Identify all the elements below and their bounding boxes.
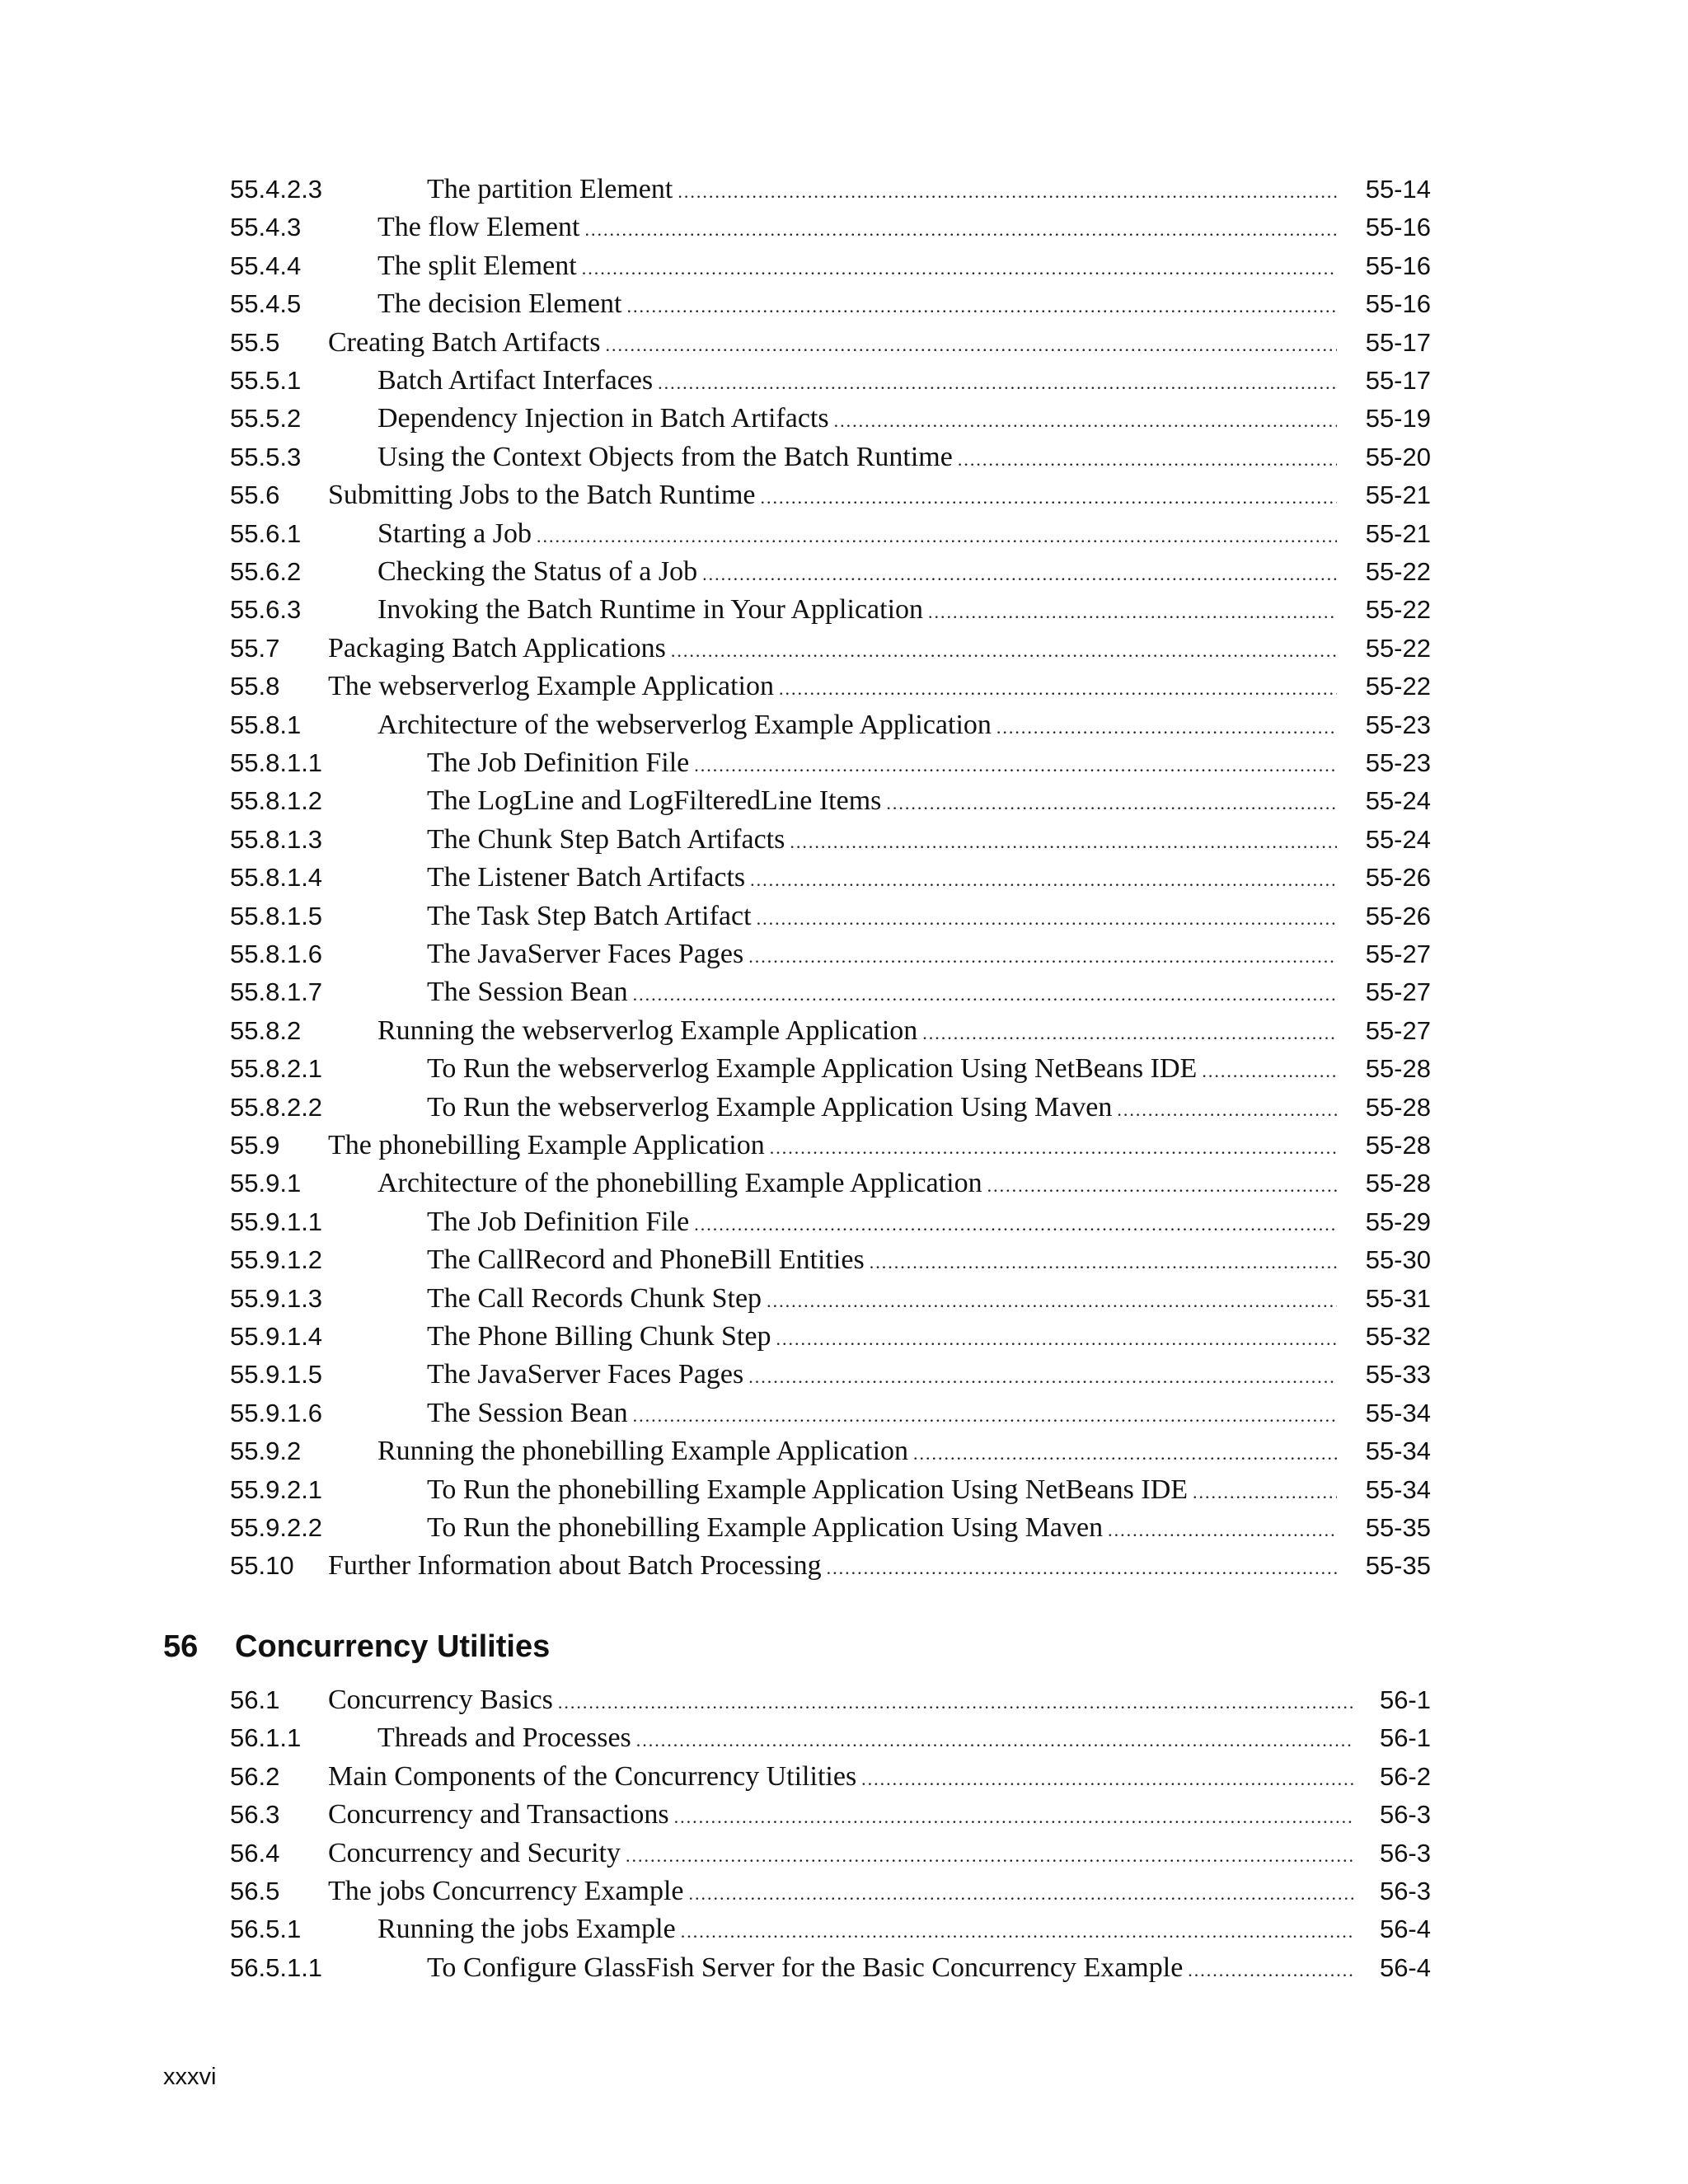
- toc-entry-title: To Run the phonebilling Example Application Using NetBeans IDE: [427, 1474, 1189, 1505]
- toc-entry-number: 55.4.5: [230, 289, 302, 319]
- toc-entry[interactable]: [0, 1681, 1688, 1719]
- toc-entry[interactable]: [0, 973, 1688, 1011]
- toc-entry[interactable]: [0, 1872, 1688, 1910]
- toc-entry-title-leader: [377, 1910, 1353, 1948]
- toc-entry-page: 55-20: [1365, 442, 1431, 471]
- toc-entry-title-leader: [427, 821, 1337, 859]
- toc-entry-title-leader: [427, 1280, 1337, 1318]
- toc-entry[interactable]: [0, 324, 1688, 362]
- toc-entry-title: The Session Bean: [427, 977, 628, 1008]
- toc-entry-title: The Session Bean: [427, 1397, 628, 1428]
- toc-entry-page: 55-32: [1365, 1322, 1431, 1351]
- toc-entry-title-leader: [427, 1509, 1337, 1547]
- toc-entry[interactable]: [0, 1127, 1688, 1165]
- toc-entry-number: 55.8.2: [230, 1015, 302, 1045]
- toc-entry-title-leader: [328, 668, 1337, 705]
- toc-entry-number: 56.1.1: [230, 1723, 302, 1753]
- toc-entry-title: Concurrency and Security: [328, 1837, 621, 1868]
- toc-entry-title-leader: [427, 973, 1337, 1011]
- toc-entry-title: The Chunk Step Batch Artifacts: [427, 823, 785, 855]
- toc-entry[interactable]: [0, 1949, 1688, 1987]
- toc-entry-number: 56.5: [230, 1877, 280, 1905]
- toc-entry-page: 55-29: [1365, 1207, 1431, 1236]
- toc-entry-title-leader: [377, 1432, 1337, 1470]
- toc-entry-title: To Run the webserverlog Example Application Using Maven: [427, 1091, 1113, 1122]
- toc-entry-number: 55.8.2.1: [230, 1054, 323, 1084]
- toc-entry-page: 56-3: [1379, 1800, 1431, 1830]
- dot-leader: [1108, 1511, 1337, 1547]
- toc-entry[interactable]: [0, 1509, 1688, 1547]
- toc-entry[interactable]: [0, 744, 1688, 782]
- toc-entry-title-leader: [427, 1241, 1337, 1279]
- toc-entry-number: 55.4.2.3: [230, 175, 323, 204]
- toc-entry-title-leader: [328, 1796, 1353, 1834]
- chapter-number: 56: [163, 1629, 199, 1664]
- toc-entry-title: The jobs Concurrency Example: [328, 1876, 684, 1906]
- toc-entry-number: 55.8.1.5: [230, 901, 323, 930]
- toc-entry-title-leader: [427, 1318, 1337, 1356]
- toc-entry-number: 55.8.1.6: [230, 940, 323, 968]
- toc-entry-title: The decision Element: [377, 288, 622, 320]
- toc-entry-number: 55.9: [230, 1131, 280, 1160]
- dot-leader: [1202, 1052, 1337, 1088]
- toc-entry-title-leader: [427, 782, 1337, 820]
- toc-entry-title-leader: [427, 859, 1337, 897]
- chapter-heading: [163, 1625, 550, 1668]
- dot-leader: [633, 976, 1337, 1011]
- toc-entry-title-leader: [427, 935, 1337, 973]
- toc-entry-page: 56-1: [1379, 1723, 1431, 1753]
- toc-entry-title-leader: [377, 362, 1337, 400]
- toc-entry[interactable]: [0, 400, 1688, 438]
- toc-entry-title-leader: [427, 898, 1337, 935]
- toc-entry[interactable]: [0, 1165, 1688, 1202]
- toc-entry-title: Checking the Status of a Job: [377, 556, 698, 587]
- toc-entry-number: 55.8.1.3: [230, 824, 323, 854]
- toc-entry-number: 56.5.1.1: [230, 1952, 323, 1982]
- toc-entry-page: 56-4: [1379, 1952, 1431, 1982]
- dot-leader: [958, 441, 1337, 476]
- toc-entry-page: 55-35: [1365, 1551, 1431, 1581]
- toc-entry[interactable]: [0, 1394, 1688, 1432]
- toc-entry-number: 55.5: [230, 327, 280, 357]
- toc-entry-title-leader: [377, 515, 1337, 553]
- dot-leader: [694, 747, 1337, 782]
- toc-entry-page: 55-22: [1365, 633, 1431, 663]
- dot-leader: [584, 211, 1337, 246]
- toc-entry-title: The Job Definition File: [427, 748, 690, 778]
- toc-entry-page: 55-27: [1365, 1015, 1431, 1045]
- toc-entry-page: 55-28: [1365, 1169, 1431, 1198]
- dot-leader: [750, 861, 1337, 897]
- toc-entry-number: 56.2: [230, 1761, 280, 1791]
- toc-entry-page: 55-31: [1365, 1283, 1431, 1313]
- toc-entry[interactable]: [0, 285, 1688, 323]
- toc-entry-title-leader: [377, 706, 1337, 744]
- dot-leader: [776, 1320, 1337, 1356]
- dot-leader: [748, 938, 1337, 973]
- toc-entry[interactable]: [0, 859, 1688, 897]
- toc-entry-title-leader: [328, 1872, 1353, 1910]
- dot-leader: [834, 402, 1337, 438]
- toc-entry-number: 55.9.1: [230, 1169, 302, 1198]
- toc-entry-page: 55-26: [1365, 901, 1431, 930]
- toc-entry-number: 56.3: [230, 1800, 280, 1830]
- toc-entry-title: Threads and Processes: [377, 1722, 631, 1754]
- dot-leader: [779, 670, 1337, 705]
- toc-entry-number: 55.8.2.2: [230, 1092, 323, 1122]
- toc-entry[interactable]: [0, 209, 1688, 246]
- toc-entry-title: To Run the phonebilling Example Application Using Maven: [427, 1512, 1104, 1543]
- toc-entry[interactable]: [0, 1356, 1688, 1394]
- toc-entry-title: The Job Definition File: [427, 1206, 690, 1237]
- toc-entry-number: 56.4: [230, 1838, 280, 1868]
- toc-entry-title: The partition Element: [427, 174, 673, 204]
- toc-entry-number: 55.6: [230, 480, 280, 510]
- toc-entry-page: 55-26: [1365, 863, 1431, 893]
- toc-entry-title-leader: [427, 1089, 1337, 1127]
- toc-entry-page: 55-24: [1365, 824, 1431, 854]
- dot-leader: [605, 326, 1337, 362]
- dot-leader: [674, 1798, 1353, 1834]
- toc-entry[interactable]: [0, 1280, 1688, 1318]
- toc-entry-page: 55-27: [1365, 940, 1431, 968]
- toc-entry-page: 55-22: [1365, 557, 1431, 586]
- toc-entry-title-leader: [377, 1012, 1337, 1050]
- toc-entry[interactable]: [0, 1758, 1688, 1796]
- toc-entry-number: 55.6.1: [230, 518, 302, 548]
- toc-entry-title-leader: [328, 476, 1337, 514]
- toc-entry[interactable]: [0, 1432, 1688, 1470]
- toc-entry-title: The Call Records Chunk Step: [427, 1282, 762, 1314]
- toc-entry-title: Creating Batch Artifacts: [328, 326, 601, 358]
- dot-leader: [928, 593, 1337, 629]
- toc-entry-number: 55.8.1.7: [230, 977, 323, 1007]
- toc-entry-title: Concurrency and Transactions: [328, 1799, 669, 1830]
- toc-entry-title: Invoking the Batch Runtime in Your Application: [377, 594, 924, 626]
- toc-entry-title: Batch Artifact Interfaces: [377, 365, 654, 396]
- toc-entry-title: The CallRecord and PhoneBill Entities: [427, 1244, 865, 1276]
- toc-entry-number: 55.6.3: [230, 595, 302, 625]
- toc-entry[interactable]: [0, 1089, 1688, 1127]
- toc-entry-number: 55.8: [230, 672, 280, 701]
- toc-entry-page: 55-22: [1365, 672, 1431, 701]
- toc-entry-number: 55.9.2.2: [230, 1513, 323, 1542]
- dot-leader: [1188, 1952, 1353, 1987]
- toc-entry-title: Starting a Job: [377, 518, 532, 549]
- toc-entry-title-leader: [328, 1547, 1337, 1585]
- toc-entry-number: 55.7: [230, 633, 280, 663]
- toc-entry-number: 55.8.1.2: [230, 786, 323, 816]
- toc-entry[interactable]: [0, 1910, 1688, 1948]
- dot-leader: [827, 1549, 1337, 1585]
- dot-leader: [1117, 1091, 1337, 1127]
- toc-entry-title: The flow Element: [377, 212, 580, 243]
- toc-entry[interactable]: [0, 935, 1688, 973]
- toc-entry-number: 55.5.1: [230, 366, 302, 395]
- toc-entry[interactable]: [0, 1012, 1688, 1050]
- dot-leader: [694, 1206, 1337, 1241]
- toc-entry[interactable]: [0, 1318, 1688, 1356]
- toc-entry-page: 56-4: [1379, 1915, 1431, 1944]
- toc-entry-title: To Configure GlassFish Server for the Basic Concurrency Example: [427, 1952, 1184, 1983]
- toc-entry[interactable]: [0, 1203, 1688, 1241]
- toc-entry-page: 56-2: [1379, 1761, 1431, 1791]
- dot-leader: [626, 1837, 1353, 1872]
- dot-leader: [681, 1913, 1353, 1948]
- toc-entry-title-leader: [328, 1681, 1353, 1719]
- toc-entry-title-leader: [427, 1356, 1337, 1394]
- dot-leader: [913, 1435, 1337, 1470]
- toc-entry[interactable]: [0, 1050, 1688, 1088]
- toc-entry-number: 56.5.1: [230, 1915, 302, 1944]
- toc-entry-title: Running the webserverlog Example Application: [377, 1015, 918, 1046]
- toc-entry[interactable]: [0, 1547, 1688, 1585]
- toc-entry-page: 55-21: [1365, 480, 1431, 510]
- toc-entry-page: 55-28: [1365, 1092, 1431, 1122]
- toc-entry-number: 55.6.2: [230, 557, 302, 586]
- toc-entry[interactable]: [0, 1835, 1688, 1872]
- toc-entry-page: 55-28: [1365, 1054, 1431, 1084]
- toc-entry-title-leader: [377, 209, 1337, 246]
- toc-entry-number: 55.5.3: [230, 442, 302, 471]
- toc-entry-title: Further Information about Batch Processing: [328, 1550, 822, 1582]
- toc-entry-title-leader: [377, 1719, 1353, 1757]
- toc-entry-title-leader: [328, 1758, 1353, 1796]
- toc-entry-page: 55-34: [1365, 1474, 1431, 1504]
- toc-entry-title-leader: [377, 438, 1337, 476]
- toc-entry-title: Architecture of the webserverlog Example Application: [377, 709, 992, 740]
- dot-leader: [761, 479, 1338, 514]
- toc-entry[interactable]: [0, 362, 1688, 400]
- toc-entry-page: 55-33: [1365, 1360, 1431, 1390]
- toc-entry-page: 55-34: [1365, 1398, 1431, 1427]
- toc-entry-number: 55.10: [230, 1551, 294, 1581]
- toc-entry-title: To Run the webserverlog Example Application Using NetBeans IDE: [427, 1053, 1198, 1085]
- toc-entry-title: The webserverlog Example Application: [328, 671, 774, 702]
- toc-entry-title: Running the jobs Example: [377, 1914, 676, 1945]
- toc-entry[interactable]: [0, 630, 1688, 668]
- toc-entry-title-leader: [328, 630, 1337, 668]
- toc-entry[interactable]: [0, 1241, 1688, 1279]
- toc-entry-page: 55-21: [1365, 518, 1431, 548]
- toc-entry-title-leader: [377, 247, 1337, 285]
- toc-entry-title: Running the phonebilling Example Application: [377, 1436, 909, 1467]
- toc-entry[interactable]: [0, 668, 1688, 705]
- toc-entry-title-leader: [328, 1127, 1337, 1165]
- toc-entry-title-leader: [427, 1471, 1337, 1509]
- toc-entry[interactable]: [0, 247, 1688, 285]
- toc-entry-number: 55.9.1.4: [230, 1322, 323, 1351]
- dot-leader: [678, 173, 1337, 209]
- chapter-title: Concurrency Utilities: [235, 1629, 551, 1664]
- toc-entry-page: 55-16: [1365, 213, 1431, 242]
- toc-entry-page: 55-16: [1365, 289, 1431, 319]
- toc-entry[interactable]: [0, 1471, 1688, 1509]
- dot-leader: [770, 1129, 1337, 1165]
- toc-entry[interactable]: [0, 782, 1688, 820]
- toc-entry-title: The Task Step Batch Artifact: [427, 900, 752, 931]
- dot-leader: [987, 1167, 1337, 1202]
- toc-entry-title: Using the Context Objects from the Batch Runtime: [377, 441, 953, 472]
- toc-entry-page: 55-28: [1365, 1131, 1431, 1160]
- toc-entry-title-leader: [328, 1835, 1353, 1872]
- toc-entry-title-leader: [427, 1050, 1337, 1088]
- toc-entry-title: The JavaServer Faces Pages: [427, 1359, 744, 1390]
- dot-leader: [861, 1760, 1353, 1796]
- toc-entry[interactable]: [0, 591, 1688, 629]
- toc-entry[interactable]: [0, 1796, 1688, 1834]
- toc-entry-title: The Phone Billing Chunk Step: [427, 1321, 771, 1352]
- toc-entry-title-leader: [328, 324, 1337, 362]
- dot-leader: [688, 1875, 1353, 1910]
- toc-entry-page: 55-23: [1365, 748, 1431, 777]
- toc-entry-title-leader: [427, 1394, 1337, 1432]
- toc-entry[interactable]: [0, 438, 1688, 476]
- toc-entry[interactable]: [0, 1719, 1688, 1757]
- toc-entry-number: 55.4.3: [230, 213, 302, 242]
- toc-entry-title: Architecture of the phonebilling Example Application: [377, 1168, 982, 1199]
- toc-entry-number: 55.8.1: [230, 710, 302, 739]
- toc-entry-number: 55.9.2: [230, 1436, 302, 1466]
- toc-entry-title-leader: [377, 285, 1337, 323]
- toc-entry[interactable]: [0, 898, 1688, 935]
- toc-entry[interactable]: [0, 553, 1688, 591]
- toc-entry[interactable]: [0, 706, 1688, 744]
- toc-entry-title: The JavaServer Faces Pages: [427, 939, 744, 969]
- toc-entry-page: 55-19: [1365, 404, 1431, 434]
- toc-entry[interactable]: [0, 515, 1688, 553]
- toc-entry[interactable]: [0, 821, 1688, 859]
- toc-entry-number: 55.9.1.3: [230, 1283, 323, 1313]
- toc-entry-number: 55.4.4: [230, 251, 302, 280]
- toc-entry-page: 56-3: [1379, 1877, 1431, 1905]
- toc-entry-title-leader: [427, 1949, 1353, 1987]
- dot-leader: [702, 555, 1337, 591]
- dot-leader: [658, 364, 1337, 400]
- toc-entry-title: Submitting Jobs to the Batch Runtime: [328, 480, 756, 511]
- toc-entry-page: 55-35: [1365, 1513, 1431, 1542]
- toc-entry-title-leader: [377, 400, 1337, 438]
- page-folio: xxxvi: [163, 2064, 217, 2090]
- toc-entry-page: 55-14: [1365, 175, 1431, 204]
- toc-entry-title-leader: [377, 591, 1337, 629]
- dot-leader: [922, 1015, 1337, 1050]
- toc-entry-number: 55.9.1.1: [230, 1207, 323, 1236]
- toc-entry-page: 55-34: [1365, 1436, 1431, 1466]
- toc-entry-number: 55.5.2: [230, 404, 302, 434]
- dot-leader: [626, 288, 1337, 323]
- dot-leader: [558, 1684, 1353, 1719]
- toc-entry-title-leader: [427, 1203, 1337, 1241]
- dot-leader: [767, 1282, 1337, 1318]
- toc-entry-number: 55.9.1.2: [230, 1245, 323, 1275]
- dot-leader: [886, 785, 1337, 820]
- toc-entry-page: 55-22: [1365, 595, 1431, 625]
- dot-leader: [790, 823, 1337, 859]
- toc-entry-page: 55-23: [1365, 710, 1431, 739]
- toc-entry-title-leader: [377, 1165, 1337, 1202]
- toc-entry-number: 56.1: [230, 1685, 280, 1714]
- toc-entry-page: 55-27: [1365, 977, 1431, 1007]
- toc-entry[interactable]: [0, 171, 1688, 209]
- dot-leader: [636, 1722, 1353, 1757]
- toc-entry-title-leader: [427, 744, 1337, 782]
- dot-leader: [996, 709, 1337, 744]
- dot-leader: [748, 1358, 1337, 1394]
- toc-entry-page: 55-17: [1365, 366, 1431, 395]
- dot-leader: [671, 632, 1337, 668]
- dot-leader: [870, 1244, 1337, 1279]
- toc-entry-page: 55-16: [1365, 251, 1431, 280]
- dot-leader: [582, 250, 1337, 285]
- toc-entry-page: 56-3: [1379, 1838, 1431, 1868]
- toc-entry-title: The split Element: [377, 250, 577, 281]
- toc-entry[interactable]: [0, 476, 1688, 514]
- dot-leader: [757, 900, 1337, 935]
- toc-entry-title-leader: [377, 553, 1337, 591]
- toc-entry-title: The LogLine and LogFilteredLine Items: [427, 785, 882, 817]
- toc-entry-title: The phonebilling Example Application: [328, 1130, 765, 1160]
- dot-leader: [537, 518, 1337, 553]
- toc-entry-number: 55.9.1.5: [230, 1360, 323, 1390]
- toc-entry-page: 55-24: [1365, 786, 1431, 816]
- toc-entry-title: Dependency Injection in Batch Artifacts: [377, 403, 829, 434]
- toc-entry-page: 55-17: [1365, 327, 1431, 357]
- toc-entry-title: Concurrency Basics: [328, 1685, 553, 1715]
- toc-entry-number: 55.9.1.6: [230, 1398, 323, 1427]
- toc-entry-number: 55.9.2.1: [230, 1474, 323, 1504]
- toc-entry-page: 55-30: [1365, 1245, 1431, 1275]
- dot-leader: [633, 1397, 1337, 1432]
- toc-entry-title: The Listener Batch Artifacts: [427, 862, 746, 893]
- toc-entry-page: 56-1: [1379, 1685, 1431, 1714]
- toc-entry-number: 55.8.1.1: [230, 748, 323, 777]
- toc-entry-title-leader: [427, 171, 1337, 209]
- dot-leader: [1193, 1474, 1337, 1509]
- toc-entry-title: Packaging Batch Applications: [328, 632, 666, 663]
- toc-entry-title: Main Components of the Concurrency Utilities: [328, 1760, 857, 1792]
- toc-entry-number: 55.8.1.4: [230, 863, 323, 893]
